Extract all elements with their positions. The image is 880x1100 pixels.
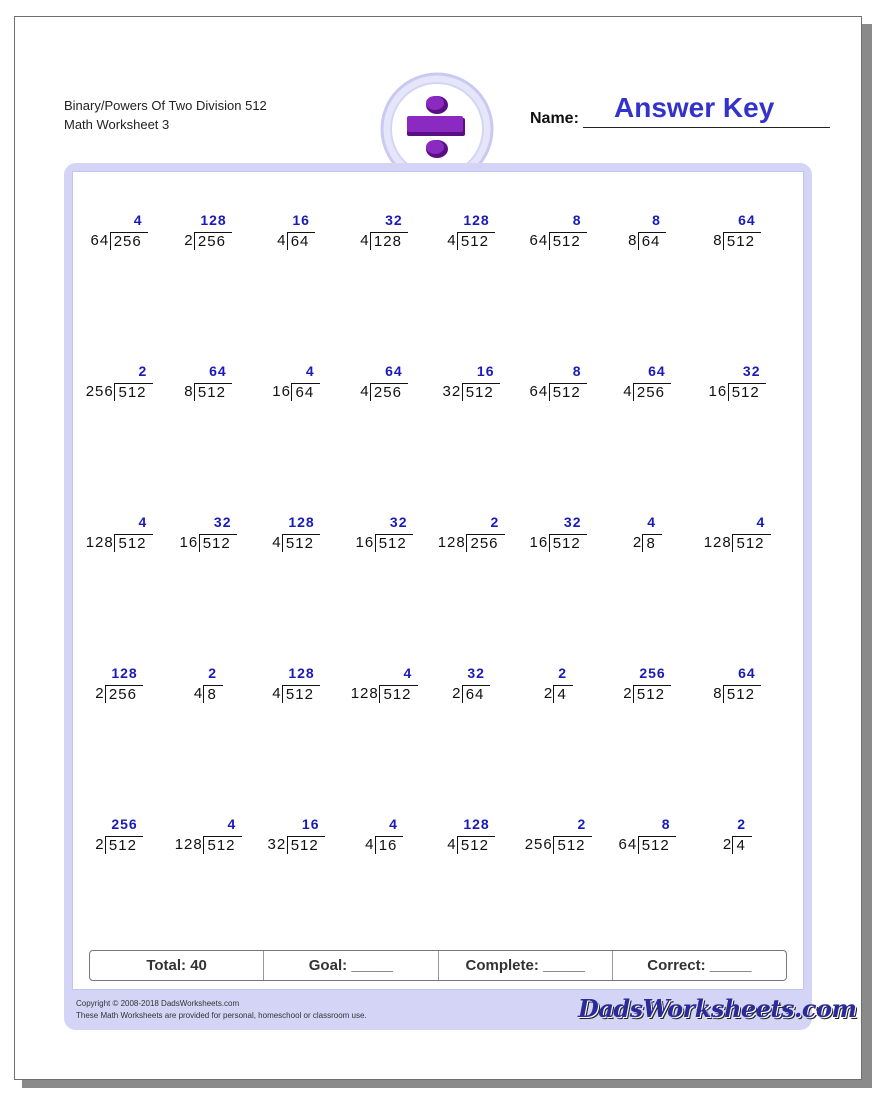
name-line <box>583 127 830 128</box>
quotient: 4 <box>133 212 143 228</box>
division-problem <box>175 816 242 858</box>
quotient: 8 <box>652 212 661 228</box>
divisor: 4 <box>447 232 457 249</box>
division-problem <box>180 514 237 556</box>
quotient: 256 <box>111 816 138 832</box>
quotient: 2 <box>490 514 500 530</box>
divisor: 128 <box>703 534 732 551</box>
title-line-1: Binary/Powers Of Two Division 512 <box>64 98 267 113</box>
dividend: 512 <box>633 685 671 703</box>
divisor: 4 <box>272 534 282 551</box>
quotient: 2 <box>208 665 218 681</box>
dividend: 256 <box>466 534 504 552</box>
division-problem <box>91 212 148 254</box>
dividend: 4 <box>553 685 572 703</box>
divisor: 2 <box>95 685 105 702</box>
dividend: 512 <box>553 836 591 854</box>
divisor: 4 <box>447 836 457 853</box>
dividend: 16 <box>375 836 404 854</box>
divisor: 256 <box>524 836 553 853</box>
divisor: 2 <box>184 232 194 249</box>
quotient: 4 <box>756 514 766 530</box>
dividend: 512 <box>203 836 241 854</box>
divisor: 16 <box>179 534 199 551</box>
dividend: 256 <box>370 383 408 401</box>
division-problem <box>633 514 661 556</box>
dividend: 512 <box>379 685 417 703</box>
divisor: 8 <box>628 232 638 249</box>
quotient: 64 <box>738 665 756 681</box>
score-table <box>89 950 787 981</box>
dividend: 8 <box>203 685 222 703</box>
divisor: 8 <box>184 383 194 400</box>
divisor: 16 <box>529 534 549 551</box>
division-problem <box>356 514 413 556</box>
dividend: 64 <box>291 383 320 401</box>
division-problem <box>628 212 666 254</box>
division-problem <box>530 363 587 405</box>
divisor: 32 <box>267 836 287 853</box>
division-problem <box>713 212 760 254</box>
quotient: 2 <box>138 363 148 379</box>
title-line-2: Math Worksheet 3 <box>64 117 170 132</box>
quotient: 64 <box>385 363 403 379</box>
answer-key-label: Answer Key <box>614 92 775 123</box>
division-problem <box>713 665 760 707</box>
problems-area <box>72 171 804 990</box>
dividend: 512 <box>105 836 143 854</box>
quotient: 32 <box>389 514 408 530</box>
dividend: 512 <box>282 534 320 552</box>
division-problem <box>530 514 587 556</box>
divisor: 128 <box>437 534 466 551</box>
divisor: 4 <box>193 685 204 702</box>
division-problem <box>272 514 319 556</box>
copyright <box>76 998 367 1022</box>
division-problem <box>704 514 771 556</box>
quotient: 4 <box>389 816 398 832</box>
quotient: 16 <box>292 212 310 228</box>
quotient: 128 <box>463 816 490 832</box>
division-problem <box>272 363 319 405</box>
quotient: 32 <box>467 665 485 681</box>
quotient: 32 <box>742 363 761 379</box>
quotient: 8 <box>572 363 582 379</box>
divisor: 64 <box>529 232 549 249</box>
division-problem <box>452 665 490 707</box>
quotient: 64 <box>209 363 227 379</box>
quotient: 8 <box>661 816 671 832</box>
quotient: 4 <box>138 514 148 530</box>
quotient: 32 <box>563 514 582 530</box>
copyright-line-1: Copyright © 2008-2018 DadsWorksheets.com <box>76 999 240 1008</box>
total-cell: Total: 40 <box>90 951 264 980</box>
quotient: 128 <box>288 665 315 681</box>
quotient: 4 <box>227 816 237 832</box>
dividend: 64 <box>638 232 667 250</box>
division-problem <box>272 665 319 707</box>
division-problem <box>184 212 231 254</box>
division-problem <box>184 363 231 405</box>
dividend: 64 <box>287 232 316 250</box>
goal-cell: Goal: _____ <box>264 951 438 980</box>
division-problem <box>447 816 494 858</box>
quotient: 2 <box>577 816 587 832</box>
dividend: 8 <box>642 534 661 552</box>
division-problem <box>95 816 142 858</box>
dividend: 512 <box>114 383 152 401</box>
divisor: 64 <box>618 836 638 853</box>
quotient: 32 <box>213 514 232 530</box>
correct-cell: Correct: _____ <box>647 957 752 974</box>
dividend: 512 <box>282 685 320 703</box>
division-problem <box>86 363 153 405</box>
divisor: 4 <box>623 383 633 400</box>
quotient: 4 <box>403 665 413 681</box>
quotient: 2 <box>737 816 747 832</box>
division-problem <box>619 816 676 858</box>
quotient: 32 <box>385 212 403 228</box>
worksheet-title <box>64 96 267 134</box>
quotient: 64 <box>648 363 666 379</box>
dividend: 256 <box>633 383 671 401</box>
division-problem <box>544 665 572 707</box>
divisor: 8 <box>713 232 723 249</box>
divisor: 128 <box>85 534 114 551</box>
dividend: 512 <box>375 534 413 552</box>
divisor: 4 <box>365 836 375 853</box>
dividend: 256 <box>105 685 143 703</box>
divisor: 2 <box>632 534 643 551</box>
dividend: 512 <box>114 534 152 552</box>
dividend: 512 <box>287 836 325 854</box>
division-problem <box>709 363 766 405</box>
quotient: 8 <box>572 212 582 228</box>
division-problem <box>360 363 407 405</box>
divisor: 128 <box>174 836 203 853</box>
division-problem <box>277 212 315 254</box>
divisor: 64 <box>529 383 549 400</box>
divisor: 32 <box>442 383 462 400</box>
quotient: 16 <box>301 816 320 832</box>
dividend: 256 <box>110 232 148 250</box>
dividend: 256 <box>194 232 232 250</box>
divisor: 2 <box>623 685 633 702</box>
divisor: 4 <box>272 685 282 702</box>
divisor: 256 <box>85 383 114 400</box>
copyright-line-2: These Math Worksheets are provided for personal, homeschool or classroom use. <box>76 1011 367 1020</box>
division-problem <box>438 514 505 556</box>
dividend: 128 <box>370 232 408 250</box>
division-problem <box>268 816 325 858</box>
divisor: 4 <box>360 232 370 249</box>
division-problem <box>530 212 587 254</box>
dividend: 512 <box>723 232 761 250</box>
dividend: 512 <box>199 534 237 552</box>
divisor: 2 <box>543 685 554 702</box>
dividend: 512 <box>462 383 500 401</box>
dividend: 512 <box>457 232 495 250</box>
divisor: 64 <box>90 232 110 249</box>
divisor: 16 <box>272 383 291 400</box>
quotient: 4 <box>647 514 657 530</box>
dividend: 512 <box>549 232 587 250</box>
divisor: 128 <box>350 685 379 702</box>
brand-logo: DadsWorksheets.com <box>578 994 857 1023</box>
quotient: 128 <box>200 212 227 228</box>
quotient: 64 <box>738 212 756 228</box>
division-problem <box>525 816 592 858</box>
dividend: 512 <box>549 534 587 552</box>
quotient: 128 <box>288 514 315 530</box>
quotient: 128 <box>111 665 138 681</box>
divisor: 2 <box>452 685 462 702</box>
quotient: 256 <box>639 665 666 681</box>
dividend: 512 <box>638 836 676 854</box>
name-label: Name: <box>530 110 579 127</box>
dividend: 512 <box>194 383 232 401</box>
division-problem <box>723 816 751 858</box>
dividend: 4 <box>732 836 751 854</box>
division-problem <box>86 514 153 556</box>
dividend: 512 <box>728 383 766 401</box>
division-problem <box>351 665 418 707</box>
quotient: 2 <box>558 665 568 681</box>
dividend: 512 <box>732 534 770 552</box>
divisor: 16 <box>355 534 375 551</box>
division-problem <box>447 212 494 254</box>
quotient: 4 <box>305 363 315 379</box>
division-problem <box>443 363 500 405</box>
division-problem <box>194 665 222 707</box>
division-problem <box>365 816 403 858</box>
division-problem <box>360 212 407 254</box>
divisor: 16 <box>708 383 728 400</box>
division-problem <box>623 363 670 405</box>
divisor: 4 <box>277 232 287 249</box>
dividend: 512 <box>723 685 761 703</box>
divisor: 2 <box>95 836 105 853</box>
divisor: 4 <box>360 383 370 400</box>
dividend: 512 <box>457 836 495 854</box>
dividend: 64 <box>462 685 491 703</box>
division-problem <box>623 665 670 707</box>
division-problem <box>95 665 142 707</box>
divisor: 2 <box>722 836 733 853</box>
quotient: 16 <box>476 363 495 379</box>
quotient: 128 <box>463 212 490 228</box>
divisor: 8 <box>713 685 723 702</box>
dividend: 512 <box>549 383 587 401</box>
complete-cell: Complete: _____ <box>439 951 613 980</box>
